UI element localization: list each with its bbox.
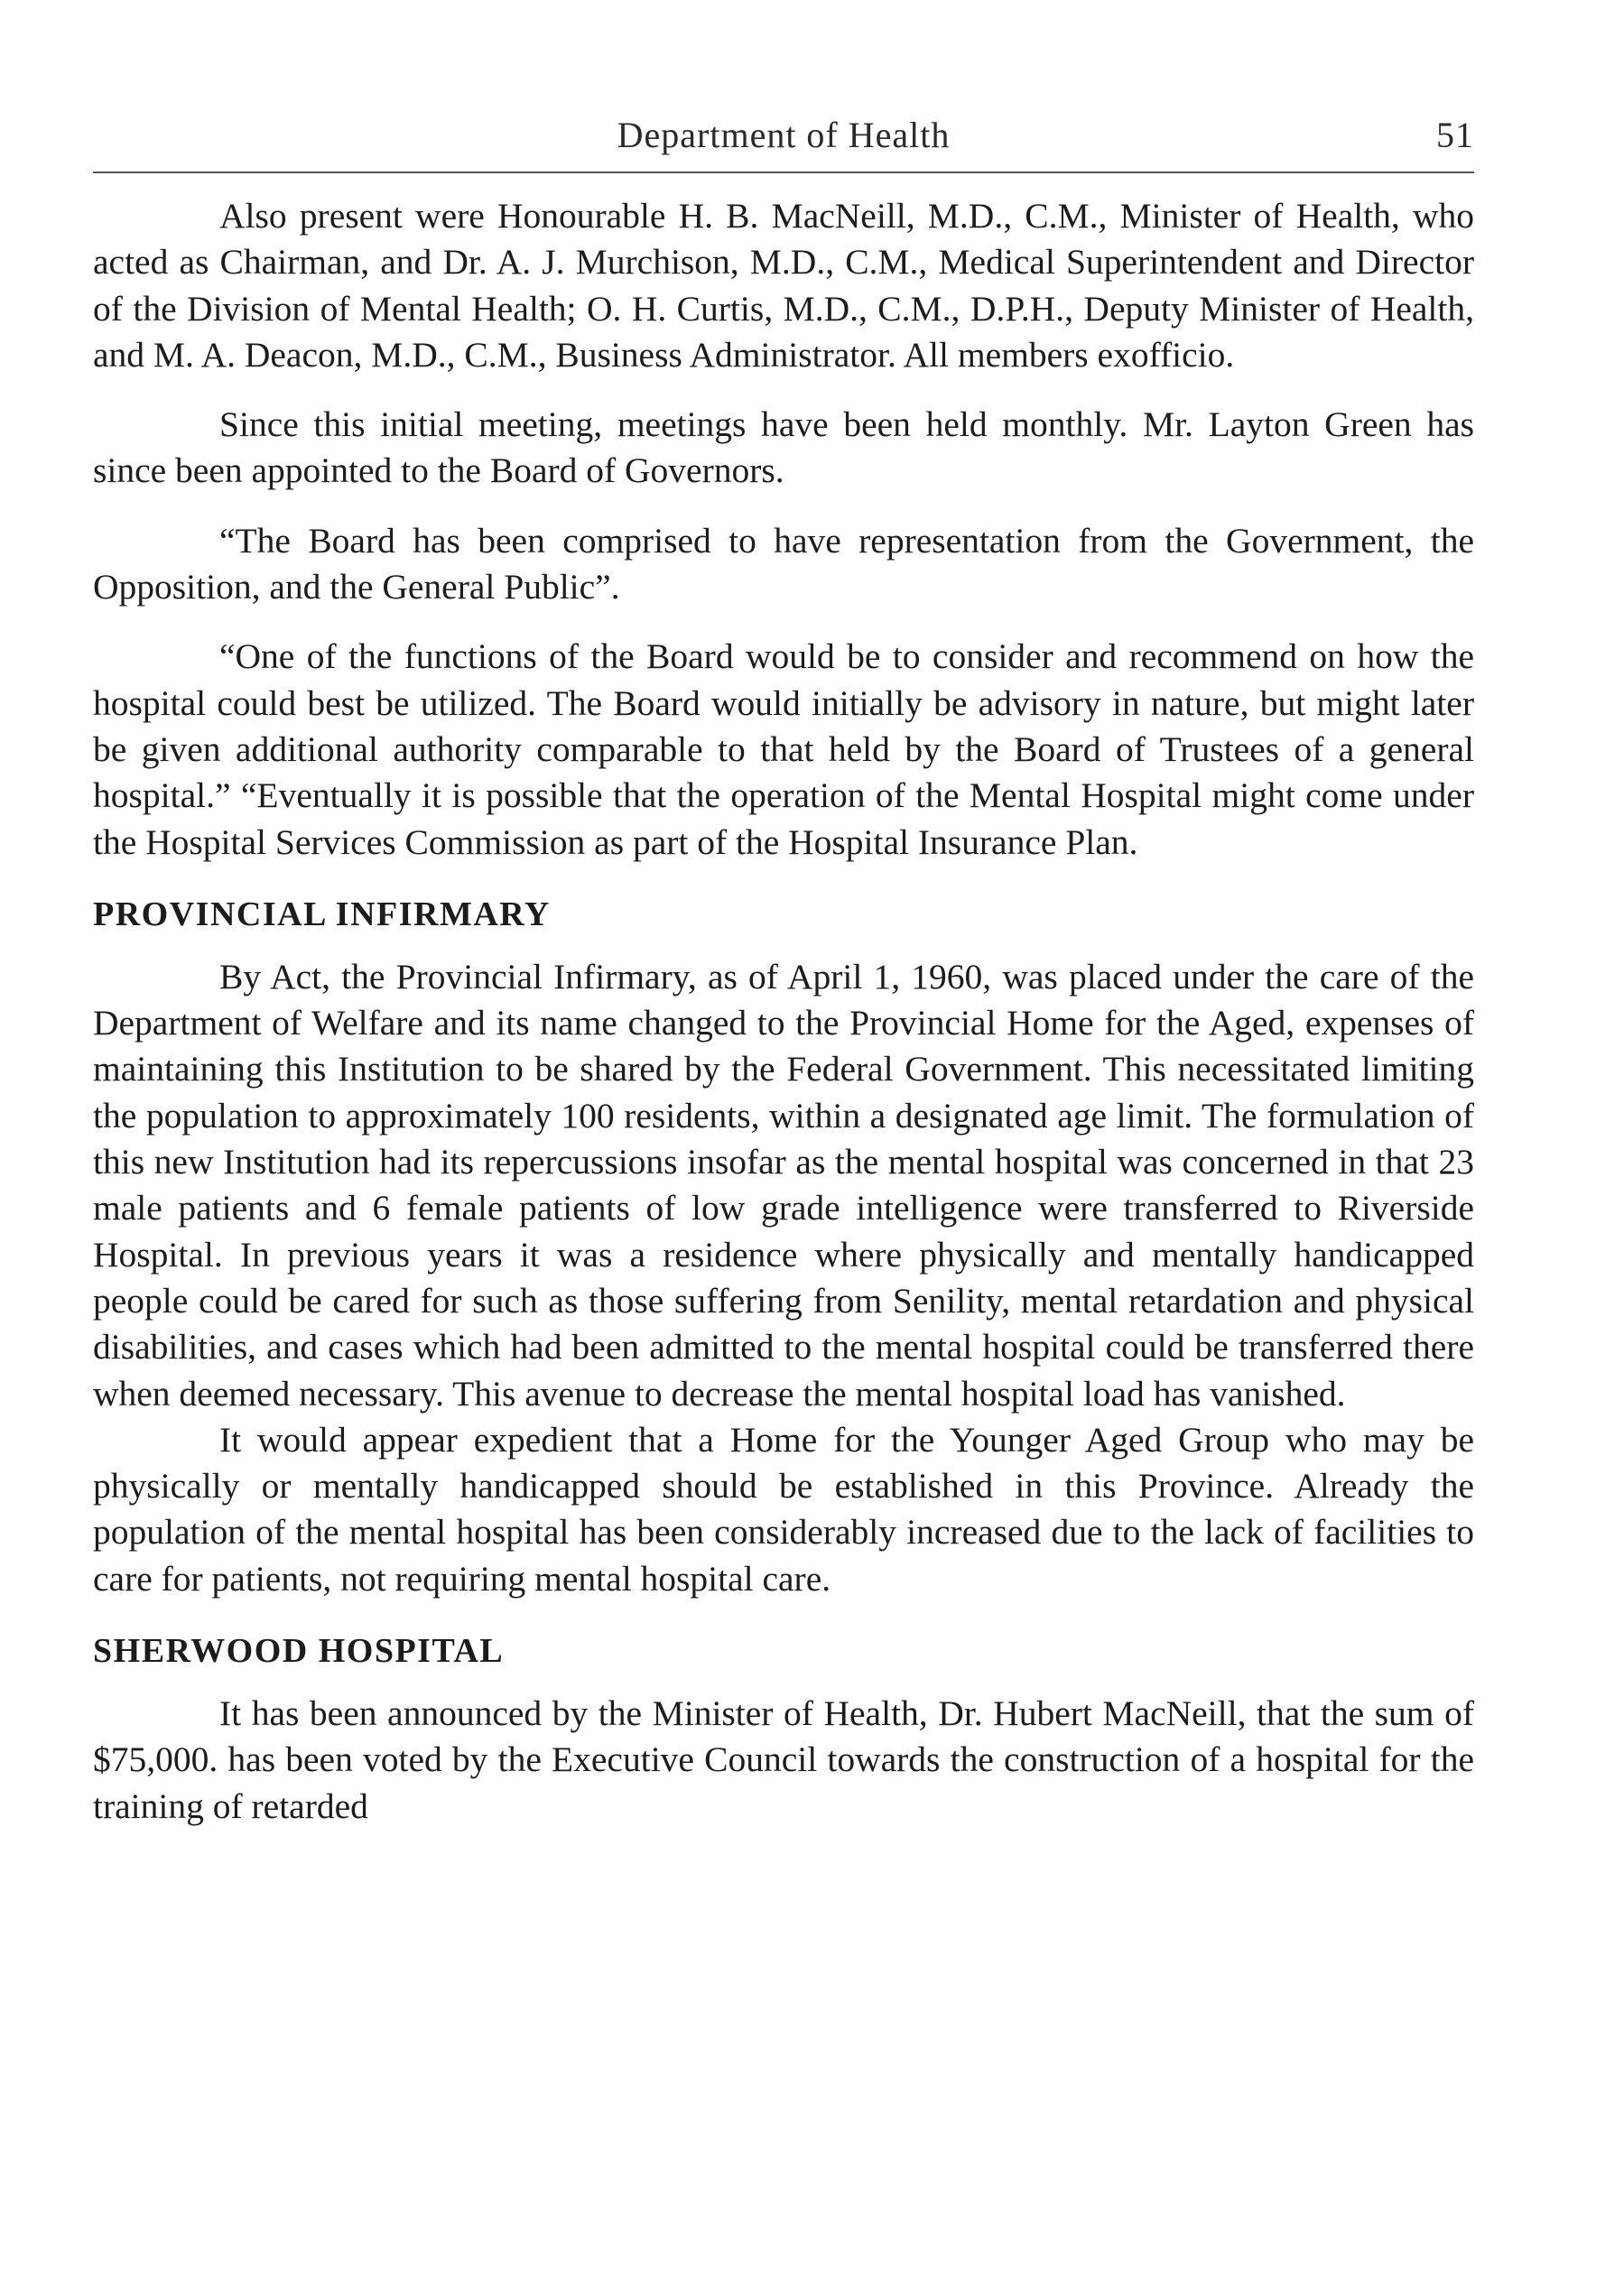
running-title: Department of Health (617, 115, 951, 155)
paragraph-younger-aged-home: It would appear expedient that a Home for the Younger Aged Group who may be physically or mentally handicapped should be established in this Province. Already the population of the mental hospital has been considerably increased due to the lack of facilities to care for patients, not requiring mental hospital care. (93, 1419, 1474, 1599)
header-rule (93, 172, 1474, 173)
paragraph-board-representation: “The Board has been comprised to have representation from the Government, the Opposition, and the General Public”. (93, 520, 1474, 607)
section-heading-provincial-infirmary: PROVINCIAL INFIRMARY (93, 895, 551, 933)
paragraph-sherwood-funding: It has been announced by the Minister of Health, Dr. Hubert MacNeill, that the sum of $75,000. has been voted by the Executive Council towards the construction of a hospital for the training of retarded (93, 1693, 1474, 1826)
paragraph-board-functions: “One of the functions of the Board would be to consider and recommend on how the hospital could best be utilized. The Board would initially be advisory in nature, but might later be given additional authority comparable to that held by the Board of Trustees of a general hospital.” “Eventually it is possible that the operation of the Mental Hospital might come under the Hospital Services Commission as part of the Hospital Insurance Plan. (93, 636, 1474, 862)
paragraph-members-present: Also present were Honourable H. B. MacNeill, M.D., C.M., Minister of Health, who acted as Chairman, and Dr. A. J. Murchison, M.D., C.M., Medical Superintendent and Director of the Division of Mental Health; O. H. Curtis, M.D., C.M., D.P.H., Deputy Minister of Health, and M. A. Deacon, M.D., C.M., Business Administrator. All members exofficio. (93, 196, 1474, 375)
document-page (93, 107, 1474, 1830)
page-number: 51 (1436, 115, 1474, 155)
paragraph-monthly-meetings: Since this initial meeting, meetings have been held monthly. Mr. Layton Green has since been appointed to the Board of Governors. (93, 404, 1474, 491)
paragraph-infirmary-act: By Act, the Provincial Infirmary, as of April 1, 1960, was placed under the care of the Department of Welfare and its name changed to the Provincial Home for the Aged, expenses of maintaining this Institution to be shared by the Federal Government. This necessitated limiting the population to approximately 100 residents, within a designated age limit. The formulation of this new Institution had its repercussions insofar as the mental hospital was concerned in that 23 male patients and 6 female patients of low grade intelligence were transferred to Riverside Hospital. In previous years it was a residence where physically and mentally handicapped people could be cared for such as those suffering from Senility, mental retardation and physical disabilities, and cases which had been admitted to the mental hospital could be transferred there when deemed necessary. This avenue to decrease the mental hospital load has vanished. (93, 956, 1474, 1414)
section-heading-sherwood-hospital: SHERWOOD HOSPITAL (93, 1632, 505, 1671)
running-header (93, 107, 1474, 164)
